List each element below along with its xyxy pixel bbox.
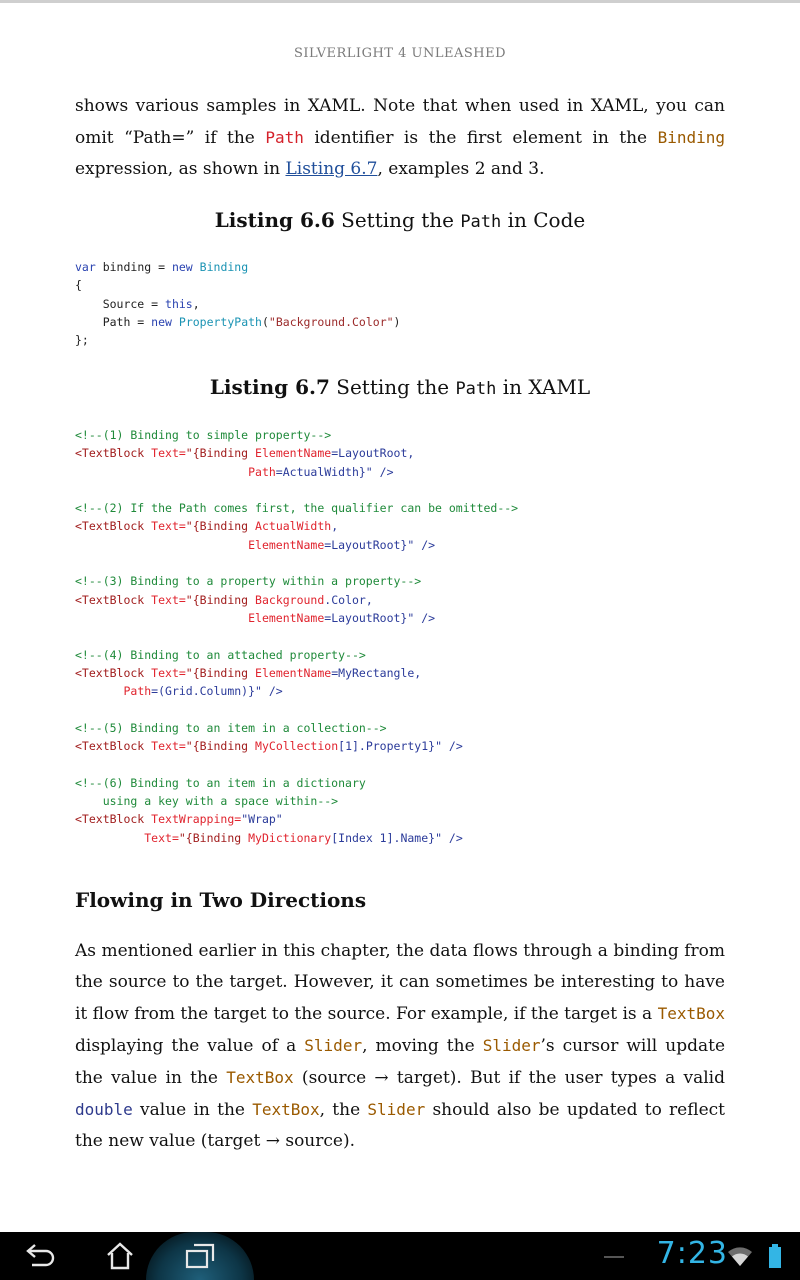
code-token: /> [372, 464, 394, 479]
path-keyword: Path [265, 128, 304, 147]
code-indent [75, 684, 123, 698]
listing-6-7-link[interactable]: Listing 6.7 [285, 159, 378, 179]
intro-paragraph [75, 91, 725, 185]
code-token: ElementName [248, 537, 325, 552]
textbox-keyword: TextBox [252, 1100, 320, 1119]
code-token: TextWrapping= [144, 812, 242, 827]
body-text: , moving the [362, 1036, 483, 1056]
code-token: [Index 1].Name}" [331, 830, 442, 845]
code-token: =(Grid.Column)}" [151, 684, 262, 699]
caption-code: Path [455, 379, 497, 399]
intro-text-1: shows various samples in XAML. Note that when used in XAML, you can omit “Path=” if the [75, 96, 725, 148]
body-text: As mentioned earlier in this chapter, the data flows through a binding from the source to the target. However, it can sometimes be interesting to have it flow from the target to the source. For example, if the target is a [75, 941, 725, 1024]
code-comment: <!--(1) Binding to simple property--> [75, 428, 332, 442]
recent-apps-button[interactable] [176, 1232, 224, 1280]
body-text: (source → target). But if the user types a valid [293, 1068, 725, 1088]
code-comment: <!--(4) Binding to an attached property--> [75, 647, 366, 662]
code-token: <TextBlock [75, 739, 145, 754]
section-heading: Flowing in Two Directions [75, 888, 367, 912]
textbox-keyword: TextBox [226, 1068, 294, 1087]
body-text: value in the [132, 1100, 253, 1120]
code-token: MyCollection [255, 739, 339, 754]
caption-text: Setting the [334, 208, 461, 232]
code-token: Path [248, 464, 276, 479]
slider-keyword: Slider [304, 1036, 363, 1055]
double-keyword: double [75, 1100, 133, 1119]
home-button[interactable] [96, 1232, 144, 1280]
body-text: ’s cursor will update the value in the [75, 1036, 726, 1088]
running-head: SILVERLIGHT 4 UNLEASHED [294, 46, 506, 61]
intro-text-2: identifier is the first element in the [303, 128, 658, 148]
code-comment: <!--(3) Binding to a property within a property--> [75, 574, 422, 589]
code-listing-6-6 [75, 258, 400, 349]
home-icon [105, 1242, 135, 1270]
code-token: /> [261, 684, 283, 699]
code-token: Binding [199, 260, 249, 274]
code-token: Path = [75, 314, 152, 329]
recent-apps-icon [185, 1243, 215, 1269]
body-text: displaying the value of a [75, 1036, 305, 1056]
status-clock: 7:23 [656, 1236, 728, 1271]
code-token: Text= [144, 519, 186, 534]
textbox-keyword: TextBox [657, 1004, 725, 1023]
code-indent [75, 538, 248, 552]
listing-6-6-label: Listing 6.6 [214, 208, 335, 232]
code-token: { [75, 278, 82, 293]
code-token: =ActualWidth}" [275, 464, 373, 479]
code-token: <TextBlock [75, 592, 145, 607]
code-token: <TextBlock [75, 665, 145, 680]
code-token: Text= [144, 665, 186, 680]
slider-keyword: Slider [482, 1036, 541, 1055]
code-token: "{Binding [185, 592, 256, 607]
caption-code: Path [460, 212, 502, 232]
code-token: "{Binding [185, 519, 256, 534]
code-token: ElementName [248, 610, 325, 625]
code-token: /> [414, 610, 436, 625]
code-token: "{Binding [178, 830, 249, 845]
code-token: , [192, 296, 200, 311]
code-comment: <!--(5) Binding to an item in a collection--> [75, 720, 387, 735]
code-token: binding = [95, 260, 172, 274]
code-token: ElementName [255, 446, 332, 461]
code-token: "{Binding [185, 739, 256, 754]
code-token: =MyRectangle, [331, 665, 422, 680]
binding-keyword: Binding [657, 128, 726, 147]
code-token: Text= [144, 592, 186, 607]
code-token: Background [255, 592, 325, 607]
code-token: Text= [144, 830, 179, 845]
listing-6-6-caption [0, 208, 800, 232]
code-token: }; [75, 333, 89, 348]
code-token: <TextBlock [75, 446, 145, 461]
code-token: <TextBlock [75, 812, 145, 827]
code-token: Text= [144, 739, 186, 754]
code-token: Path [123, 684, 152, 699]
code-token: , [331, 519, 339, 534]
code-token: =LayoutRoot}" [324, 610, 415, 625]
code-comment: using a key with a space within--> [75, 793, 339, 808]
code-indent [75, 831, 144, 845]
code-token: MyDictionary [248, 830, 332, 845]
battery-icon [768, 1244, 782, 1268]
wifi-status [726, 1232, 754, 1280]
code-indent [75, 611, 248, 625]
code-token: "{Binding [185, 665, 256, 680]
code-token: <TextBlock [75, 519, 145, 534]
code-comment: <!--(6) Binding to an item in a dictionary [75, 775, 366, 790]
code-token: "Wrap" [241, 812, 283, 827]
code-token: new [151, 314, 172, 329]
code-token: [1].Property1}" [338, 739, 442, 754]
listing-6-7-label: Listing 6.7 [209, 375, 330, 399]
code-token: ) [393, 314, 401, 329]
caption-text: Setting the [329, 375, 456, 399]
body-text: , the [319, 1100, 368, 1120]
caption-text: in XAML [496, 375, 591, 399]
slider-keyword: Slider [367, 1100, 426, 1119]
back-button[interactable] [16, 1232, 64, 1280]
intro-text-3: expression, as shown in [75, 159, 286, 179]
code-token: Source = [75, 296, 166, 311]
code-token: /> [414, 537, 436, 552]
code-token: Text= [144, 446, 186, 461]
code-token: /> [442, 739, 463, 754]
top-divider [0, 0, 800, 3]
code-token: ActualWidth [255, 519, 332, 534]
code-token: this [165, 296, 193, 311]
code-token: /> [442, 830, 463, 845]
body-paragraph [75, 936, 725, 1157]
back-icon [24, 1243, 56, 1269]
code-token: new [171, 260, 193, 274]
code-token: PropertyPath [178, 314, 262, 329]
status-separator [604, 1256, 624, 1258]
caption-text: in Code [501, 208, 586, 232]
listing-6-7-caption [0, 375, 800, 399]
body-text: should also be updated to reflect the new value (target → source). [75, 1100, 725, 1151]
code-indent [75, 465, 248, 479]
code-token: =LayoutRoot, [331, 446, 415, 461]
code-token: "Background.Color" [268, 314, 394, 329]
battery-status [764, 1232, 786, 1280]
intro-text-4: , examples 2 and 3. [377, 159, 545, 179]
wifi-icon [727, 1245, 753, 1267]
code-token: ( [261, 314, 269, 329]
code-listing-6-7 [75, 426, 518, 847]
code-token: =LayoutRoot}" [324, 537, 415, 552]
code-token: ElementName [255, 665, 332, 680]
code-token: .Color, [324, 592, 373, 607]
code-comment: <!--(2) If the Path comes first, the qualifier can be omitted--> [75, 501, 519, 516]
code-token: var [75, 260, 96, 274]
code-token: "{Binding [185, 446, 256, 461]
